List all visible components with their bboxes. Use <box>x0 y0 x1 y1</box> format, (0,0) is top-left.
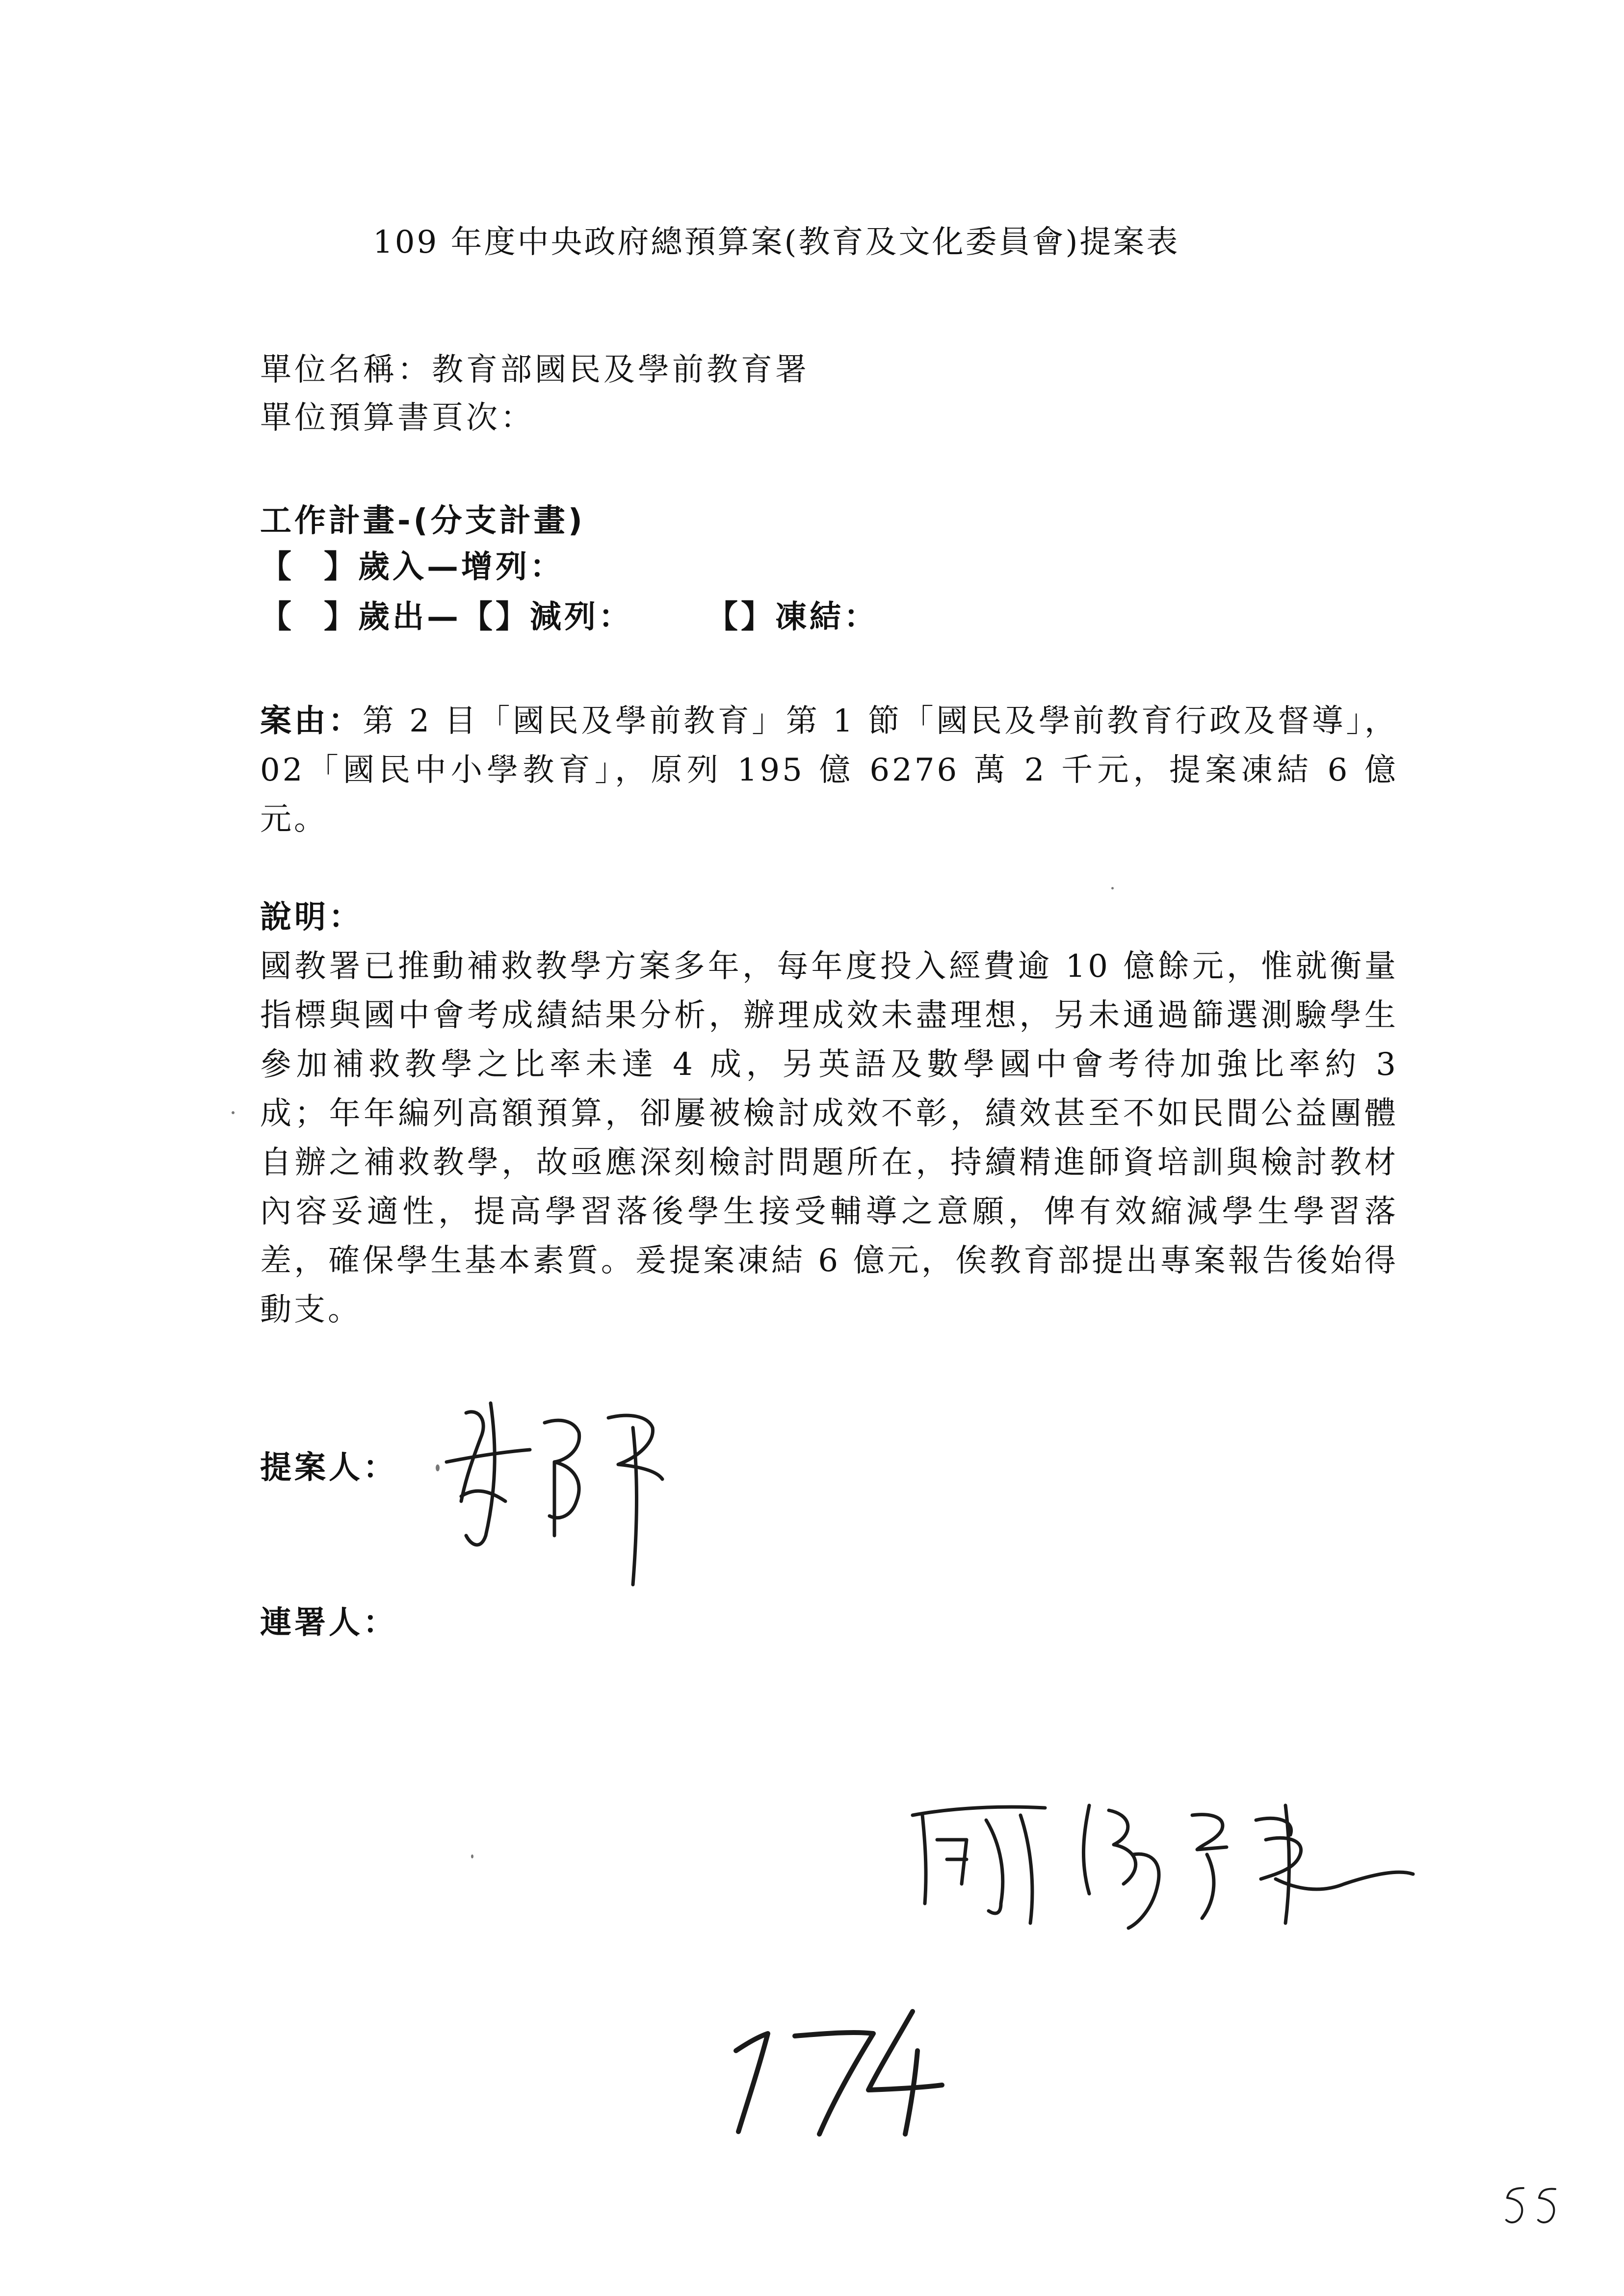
unit-name-label: 單位名稱： <box>260 352 432 388</box>
work-plan-heading: 工作計畫-(分支計畫) <box>260 503 586 539</box>
cosigner-signatures <box>903 1786 1590 1933</box>
revenue-bracket-open: 【 <box>260 549 294 585</box>
case-reason-label: 案由： <box>260 703 363 739</box>
ink-speck <box>471 1854 473 1858</box>
explanation-label: 說明： <box>260 899 363 936</box>
expenditure-row <box>260 601 878 633</box>
page-mark <box>1501 2178 1570 2237</box>
reduce-bracket: 【】 <box>461 599 530 635</box>
reduce-label: 減列： <box>530 599 633 635</box>
expenditure-bracket-open: 【 <box>260 599 294 635</box>
expenditure-text: 歲出— <box>358 599 461 635</box>
ink-speck <box>1111 887 1114 889</box>
ink-speck <box>436 1464 440 1471</box>
expenditure-bracket-close: 】 <box>324 599 358 635</box>
case-reason-text: 第 2 目「國民及學前教育」第 1 節「國民及學前教育行政及督導」，02「國民中小學教育」，原列 195 億 6276 萬 2 千元，提案凍結 6 億元。 <box>260 703 1398 837</box>
cosigner-label: 連署人： <box>260 1605 397 1641</box>
unit-name-row <box>260 354 810 386</box>
budget-page-label: 單位預算書頁次： <box>260 400 535 436</box>
freeze-label: 凍結： <box>775 599 878 635</box>
freeze-bracket: 【】 <box>707 599 775 635</box>
revenue-text: 歲入—增列： <box>358 549 564 585</box>
document-title: 109 年度中央政府總預算案(教育及文化委員會)提案表 <box>373 224 1180 261</box>
unit-name-value: 教育部國民及學前教育署 <box>432 352 810 388</box>
handwritten-page-number <box>707 1992 962 2139</box>
case-reason-paragraph <box>260 697 1398 844</box>
explanation-paragraph: 國教署已推動補救教學方案多年，每年度投入經費逾 10 億餘元，惟就衡量指標與國中會考成績結果分析，辦理成效未盡理想，另未通過篩選測驗學生參加補救教學之比率未達 4 成，另英語及數學國中會考待加強比率約 3 成；年年編列高額預算，卻屢被檢討成效不彰，績效甚至不如民間公益團體自辦之補救教學，故亟應深刻檢討問題所在，持續精進師資培訓與檢討教材內容妥適性，提高學習落後學生接受輔導之意願，俾有效縮減學生學習落差，確保學生基本素質。爰提案凍結 6 億元，俟教育部提出專案報告後始得動支。 <box>260 948 1398 1328</box>
revenue-bracket-close: 】 <box>324 549 358 585</box>
revenue-row <box>260 551 564 583</box>
ink-speck <box>232 1111 235 1114</box>
proposer-label: 提案人： <box>260 1450 397 1486</box>
proposer-signature <box>432 1374 726 1599</box>
